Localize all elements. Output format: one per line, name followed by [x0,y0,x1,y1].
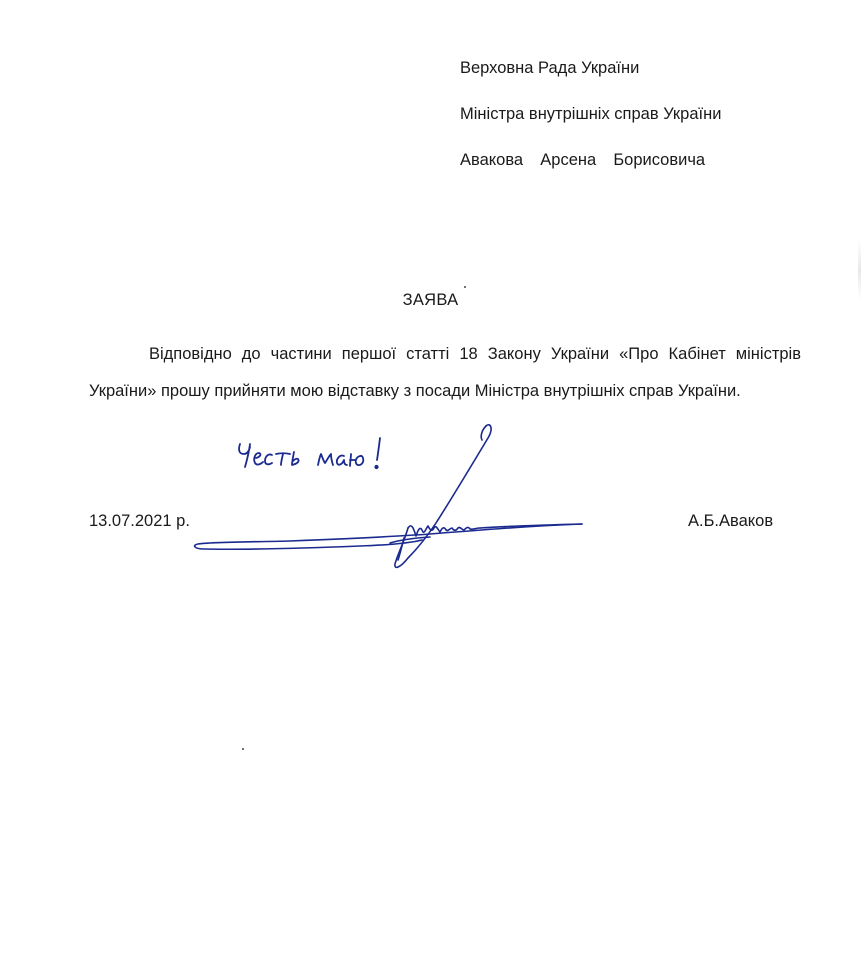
addressee-line-name: Авакова Арсена Борисовича [460,151,706,169]
signature [190,418,590,576]
paper-speck [242,748,244,750]
signer-name: А.Б.Аваков [688,512,774,530]
paper-speck [464,286,466,288]
addressee-line-parliament: Верховна Рада України [460,59,640,77]
document-date: 13.07.2021 р. [89,512,190,530]
document-title [0,291,861,310]
addressee-block [460,60,721,198]
document-body [89,336,801,410]
body-paragraph: Відповідно до частини першої статті 18 Закону України «Про Кабінет міністрів України» прошу прийняти мою відставку з посади Міністра внутрішніх справ України. [89,345,801,400]
addressee-line-position: Міністра внутрішніх справ України [460,105,722,123]
document-title-text: ЗАЯВА [402,291,459,309]
